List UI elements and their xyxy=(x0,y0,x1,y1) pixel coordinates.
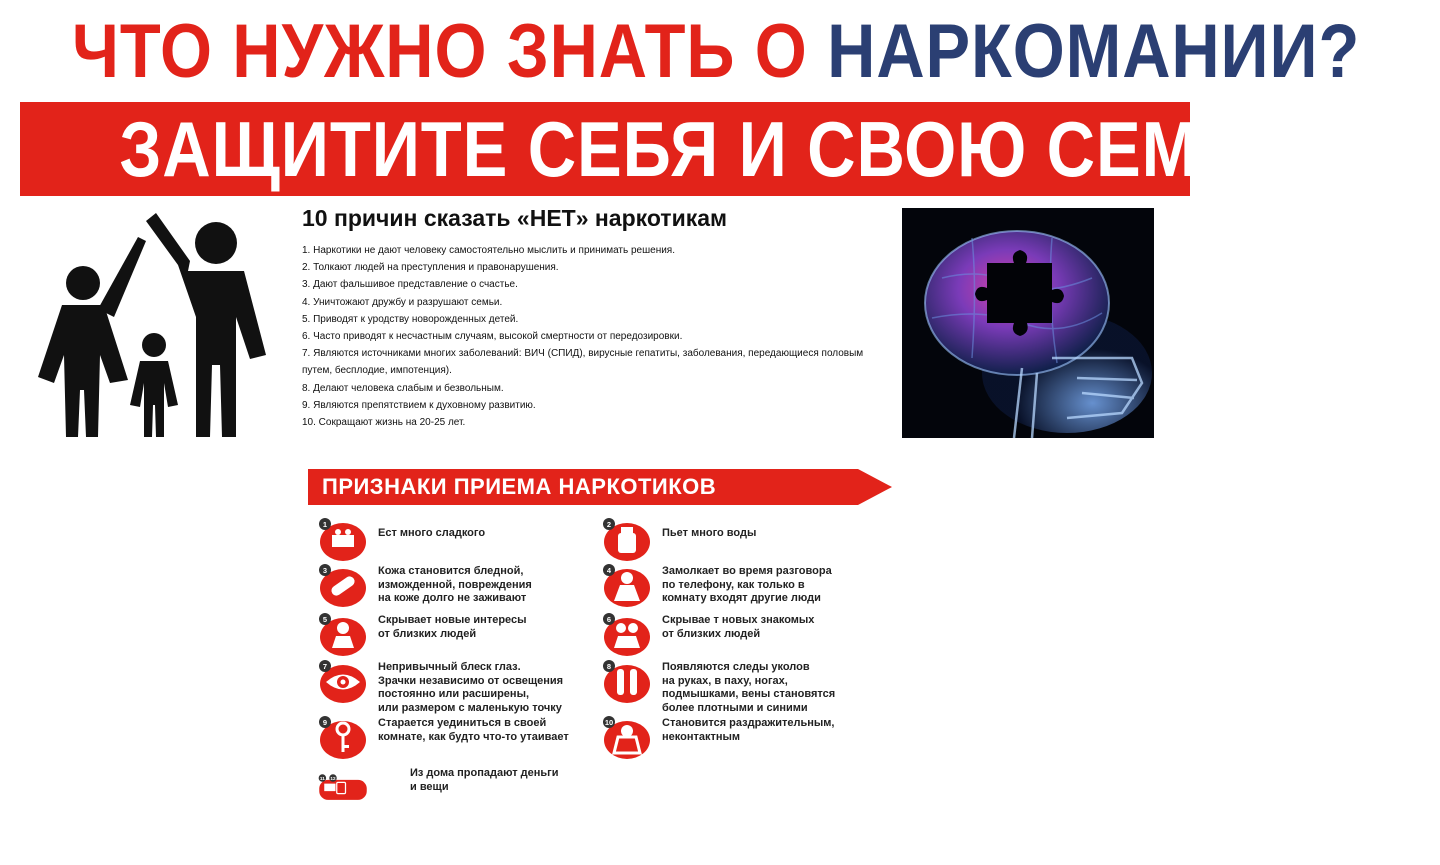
sign-number: 12 xyxy=(330,775,336,781)
arms-icon xyxy=(602,659,652,705)
key-icon xyxy=(318,715,368,761)
sign-number: 1 xyxy=(322,520,328,529)
sign-text: Становится раздражительным, неконтактным xyxy=(662,717,835,743)
sign-number: 11 xyxy=(319,775,325,781)
brain-xray-image xyxy=(902,208,1154,438)
sign-text: Кожа становится бледной, изможденной, повреждения на коже долго не заживают xyxy=(378,565,532,604)
friends-icon xyxy=(602,612,652,658)
sign-number: 8 xyxy=(606,662,612,671)
brain-puzzle-icon xyxy=(902,208,1154,438)
phone-icon xyxy=(602,563,652,609)
sign-number: 5 xyxy=(322,615,328,624)
sign-text: Появляются следы уколов на руках, в паху, ногах, подмышками, вены становятся более плотными и синими xyxy=(662,661,836,714)
reasons-section xyxy=(302,205,882,431)
water-bottle-icon xyxy=(602,517,652,563)
sign-number: 9 xyxy=(322,718,328,727)
reason-item: 2. Толкают людей на преступления и правонарушения. xyxy=(302,262,559,274)
sign-text: Скрывае т новых знакомых от близких людей xyxy=(662,614,815,640)
sign-text: Пьет много воды xyxy=(662,527,757,539)
sign-number: 6 xyxy=(606,615,612,624)
sign-text: Скрывает новые интересы от близких людей xyxy=(378,614,527,640)
money-things-icon xyxy=(318,765,368,811)
family-icon xyxy=(28,205,278,440)
slogan-text: ЗАЩИТИТЕ СЕБЯ И СВОЮ СЕМЬЮ! xyxy=(119,105,1341,193)
hiding-person-icon xyxy=(318,612,368,658)
slogan-banner xyxy=(20,102,1341,196)
sign-number: 3 xyxy=(322,566,328,575)
sign-text: Замолкает во время разговора по телефону, как только в комнату входят другие люди xyxy=(662,565,832,604)
sweets-icon xyxy=(318,517,368,563)
angry-person-icon xyxy=(602,715,652,761)
title-part-2: НАРКОМАНИИ? xyxy=(827,9,1361,94)
page-title xyxy=(72,8,1361,96)
signs-title: ПРИЗНАКИ ПРИЕМА НАРКОТИКОВ xyxy=(322,474,717,499)
sign-number: 7 xyxy=(322,662,328,671)
reasons-list xyxy=(302,242,882,431)
reason-item: 10. Сокращают жизнь на 20-25 лет. xyxy=(302,417,466,429)
sign-number: 4 xyxy=(606,566,612,575)
reason-item: 6. Часто приводят к несчастным случаям, высокой смертности от передозировки. xyxy=(302,331,683,343)
reason-item: 1. Наркотики не дают человеку самостоятельно мыслить и принимать решения. xyxy=(302,245,675,256)
bandage-icon xyxy=(318,563,368,609)
title-part-1: ЧТО НУЖНО ЗНАТЬ О xyxy=(72,9,828,94)
sign-text: Непривычный блеск глаз. Зрачки независимо от освещения постоянно или расширены, или размером с маленькую точку xyxy=(378,661,564,714)
sign-text: Ест много сладкого xyxy=(378,527,486,539)
sign-text: Старается уединиться в своей комнате, как будто что-то утаивает xyxy=(378,717,569,743)
sign-number: 2 xyxy=(606,520,612,529)
sign-text: Из дома пропадают деньги и вещи xyxy=(410,767,559,793)
eye-icon xyxy=(318,659,368,705)
sign-number: 10 xyxy=(604,718,614,727)
reason-item: 7. Являются источниками многих заболеваний: ВИЧ (СПИД), вирусные гепатиты, заболевания, передающиеся половым путем, бесплодие, импотенция). xyxy=(302,348,864,377)
reason-item: 5. Приводят к уродству новорожденных детей. xyxy=(302,313,519,325)
signs-banner xyxy=(308,469,892,505)
reason-item: 9. Являются препятствием к духовному развитию. xyxy=(302,399,536,411)
reasons-title: 10 причин сказать «НЕТ» наркотикам xyxy=(302,205,728,231)
reason-item: 3. Дают фальшивое представление о счастье. xyxy=(302,279,518,291)
reason-item: 8. Делают человека слабым и безвольным. xyxy=(302,382,504,394)
reason-item: 4. Уничтожают дружбу и разрушают семьи. xyxy=(302,296,503,308)
